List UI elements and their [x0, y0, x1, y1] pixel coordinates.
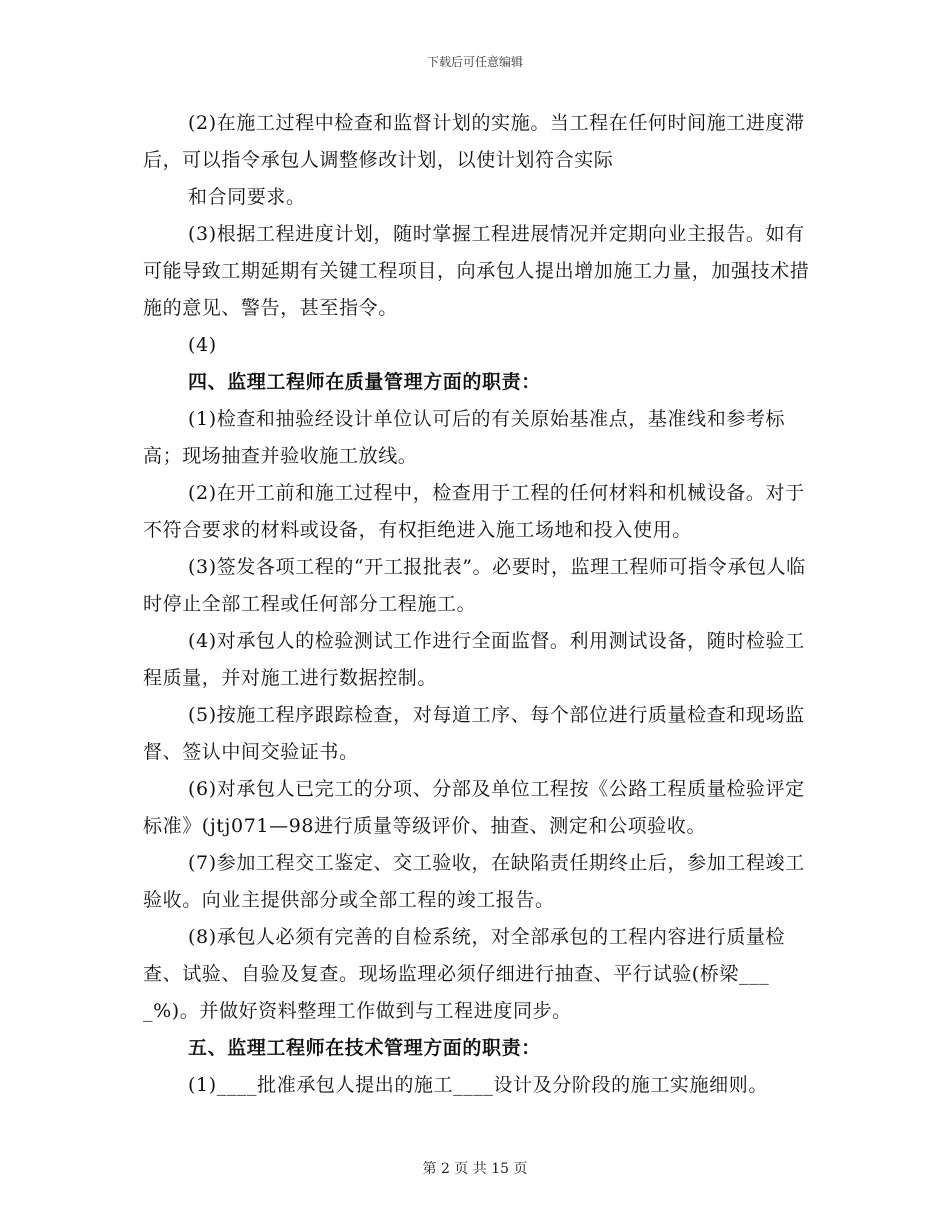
paragraph-quality-1: (1)检查和抽验经设计单位认可后的有关原始基准点，基准线和参考标高；现场抽查并验收施工放线。 [143, 408, 786, 467]
section-heading-quality: 四、监理工程师在质量管理方面的职责： [188, 371, 541, 393]
paragraph-contract-requirements: 和合同要求。 [188, 186, 306, 208]
paragraph-quality-8: (8)承包人必须有完善的自检系统，对全部承包的工程内容进行质量检查、试验、自验及复查。现场监理必须仔细进行抽查、平行试验(桥梁____%)。并做好资料整理工作做到与工程进度同步。 [143, 926, 786, 1022]
paragraph-2-plan-supervision: (2)在施工过程中检查和监督计划的实施。当工程在任何时间施工进度滞后，可以指令承包人调整修改计划，以使计划符合实际 [143, 112, 805, 171]
paragraph-quality-2: (2)在开工前和施工过程中，检查用于工程的任何材料和机械设备。对于不符合要求的材料或设备，有权拒绝进入施工场地和投入使用。 [143, 482, 805, 541]
section-heading-technical: 五、监理工程师在技术管理方面的职责： [188, 1037, 541, 1059]
paragraph-4-empty: (4) [188, 334, 217, 356]
paragraph-quality-4: (4)对承包人的检验测试工作进行全面监督。利用测试设备，随时检验工程质量，并对施工进行数据控制。 [143, 630, 805, 689]
paragraph-quality-5: (5)按施工程序跟踪检查，对每道工序、每个部位进行质量检查和现场监督、签认中间交验证书。 [143, 704, 805, 763]
page-footer: 第 2 页 共 15 页 [422, 1161, 528, 1177]
paragraph-quality-3: (3)签发各项工程的“开工报批表”。必要时，监理工程师可指令承包人临时停止全部工程或任何部分工程施工。 [143, 556, 806, 615]
paragraph-3-progress-report: (3)根据工程进度计划，随时掌握工程进展情况并定期向业主报告。如有可能导致工期延期有关键工程项目，向承包人提出增加施工力量，加强技术措施的意见、警告，甚至指令。 [143, 223, 810, 319]
paragraph-quality-6: (6)对承包人已完工的分项、分部及单位工程按《公路工程质量检验评定标准》(jtj071—98进行质量等级评价、抽查、测定和公项验收。 [143, 778, 805, 837]
paragraph-quality-7: (7)参加工程交工鉴定、交工验收，在缺陷责任期终止后，参加工程竣工验收。向业主提供部分或全部工程的竣工报告。 [143, 852, 805, 911]
page-header: 下载后可任意编辑 [426, 55, 523, 69]
paragraph-technical-1: (1)____批准承包人提出的施工____设计及分阶段的施工实施细则。 [188, 1074, 768, 1096]
document-body [143, 105, 823, 1104]
